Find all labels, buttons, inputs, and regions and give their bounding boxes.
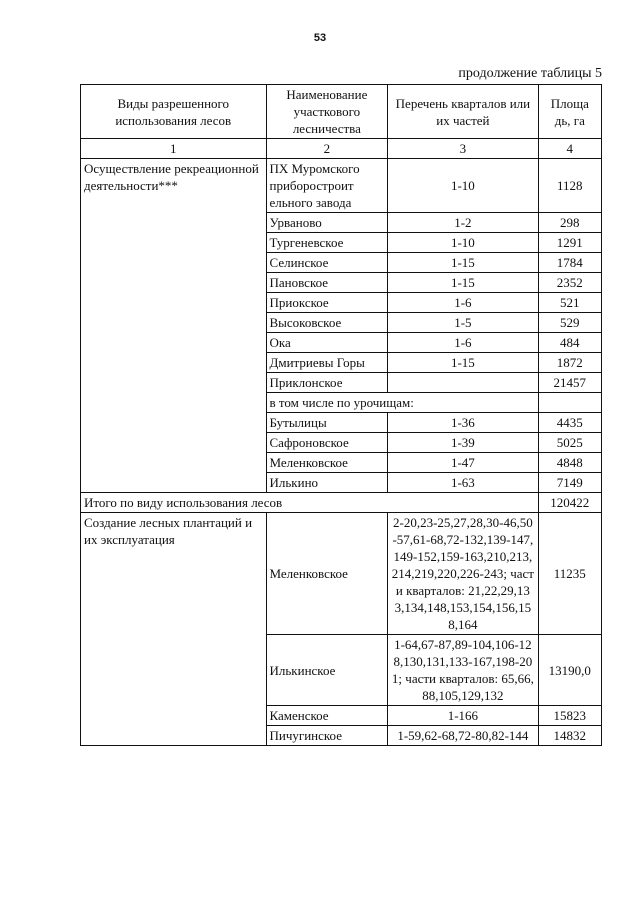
area-cell: 1128 — [538, 159, 601, 213]
forestry-name: Дмитриевы Горы — [266, 353, 388, 373]
area-cell: 21457 — [538, 373, 601, 393]
area-cell: 4435 — [538, 413, 601, 433]
area-cell: 5025 — [538, 433, 601, 453]
quarters-cell: 1-59,62-68,72-80,82-144 — [388, 726, 538, 746]
table-row — [81, 159, 602, 213]
area-cell: 298 — [538, 213, 601, 233]
area-cell: 11235 — [538, 513, 601, 635]
area-cell: 1291 — [538, 233, 601, 253]
forestry-name: Тургеневское — [266, 233, 388, 253]
area-cell: 1784 — [538, 253, 601, 273]
activity-recreation: Осуществление рекреационной деятельности*** — [81, 159, 267, 493]
quarters-cell — [388, 373, 538, 393]
area-cell: 15823 — [538, 706, 601, 726]
forestry-name: Ока — [266, 333, 388, 353]
forest-use-table — [80, 84, 602, 746]
area-cell: 7149 — [538, 473, 601, 493]
column-number: 4 — [538, 139, 601, 159]
forestry-name: Высоковское — [266, 313, 388, 333]
total-value: 120422 — [538, 493, 601, 513]
table-continuation-label: продолжение таблицы 5 — [458, 66, 602, 81]
header-area: Площа дь, га — [538, 85, 601, 139]
total-row — [81, 493, 602, 513]
header-quarters-list: Перечень кварталов или их частей — [388, 85, 538, 139]
quarters-cell: 1-15 — [388, 353, 538, 373]
quarters-cell: 1-10 — [388, 159, 538, 213]
area-cell: 2352 — [538, 273, 601, 293]
quarters-cell: 1-166 — [388, 706, 538, 726]
area-cell: 13190,0 — [538, 635, 601, 706]
forestry-name: Илькинское — [266, 635, 388, 706]
forestry-name: Пичугинское — [266, 726, 388, 746]
forestry-name: ПХ Муромского приборостроит ельного завода — [266, 159, 388, 213]
quarters-cell: 1-2 — [388, 213, 538, 233]
area-cell: 1872 — [538, 353, 601, 373]
tract-name: Сафроновское — [266, 433, 388, 453]
area-cell — [538, 393, 601, 413]
forestry-name: Урваново — [266, 213, 388, 233]
quarters-cell: 1-39 — [388, 433, 538, 453]
tract-name: Меленковское — [266, 453, 388, 473]
tracts-subheader: в том числе по урочищам: — [266, 393, 538, 413]
activity-plantations: Создание лесных плантаций и их эксплуатация — [81, 513, 267, 746]
forestry-name: Селинское — [266, 253, 388, 273]
forestry-name: Приокское — [266, 293, 388, 313]
quarters-cell: 1-6 — [388, 293, 538, 313]
area-cell: 521 — [538, 293, 601, 313]
quarters-cell: 1-63 — [388, 473, 538, 493]
tract-name: Бутылицы — [266, 413, 388, 433]
forestry-name: Пановское — [266, 273, 388, 293]
quarters-cell: 1-10 — [388, 233, 538, 253]
quarters-cell: 1-15 — [388, 273, 538, 293]
table-row — [81, 513, 602, 635]
forestry-name: Приклонское — [266, 373, 388, 393]
quarters-cell: 1-5 — [388, 313, 538, 333]
quarters-cell: 1-36 — [388, 413, 538, 433]
area-cell: 14832 — [538, 726, 601, 746]
forestry-name: Меленковское — [266, 513, 388, 635]
quarters-cell: 1-15 — [388, 253, 538, 273]
table-header-row — [81, 85, 602, 139]
column-number: 2 — [266, 139, 388, 159]
column-number: 1 — [81, 139, 267, 159]
header-forestry-name: Наименование участкового лесничества — [266, 85, 388, 139]
total-label: Итого по виду использования лесов — [81, 493, 539, 513]
column-number-row — [81, 139, 602, 159]
page-number: 53 — [313, 32, 327, 44]
quarters-cell: 1-47 — [388, 453, 538, 473]
header-use-type: Виды разрешенного использования лесов — [81, 85, 267, 139]
area-cell: 529 — [538, 313, 601, 333]
forestry-name: Каменское — [266, 706, 388, 726]
column-number: 3 — [388, 139, 538, 159]
quarters-cell: 1-64,67-87,89-104,106-128,130,131,133-167,198-201; части кварталов: 65,66,88,105,129,132 — [388, 635, 538, 706]
quarters-cell: 1-6 — [388, 333, 538, 353]
quarters-cell: 2-20,23-25,27,28,30-46,50-57,61-68,72-132,139-147,149-152,159-163,210,213,214,219,220,226-243; части кварталов: 21,22,29,133,134,148,153,154,156,158,164 — [388, 513, 538, 635]
tract-name: Илькино — [266, 473, 388, 493]
area-cell: 4848 — [538, 453, 601, 473]
area-cell: 484 — [538, 333, 601, 353]
